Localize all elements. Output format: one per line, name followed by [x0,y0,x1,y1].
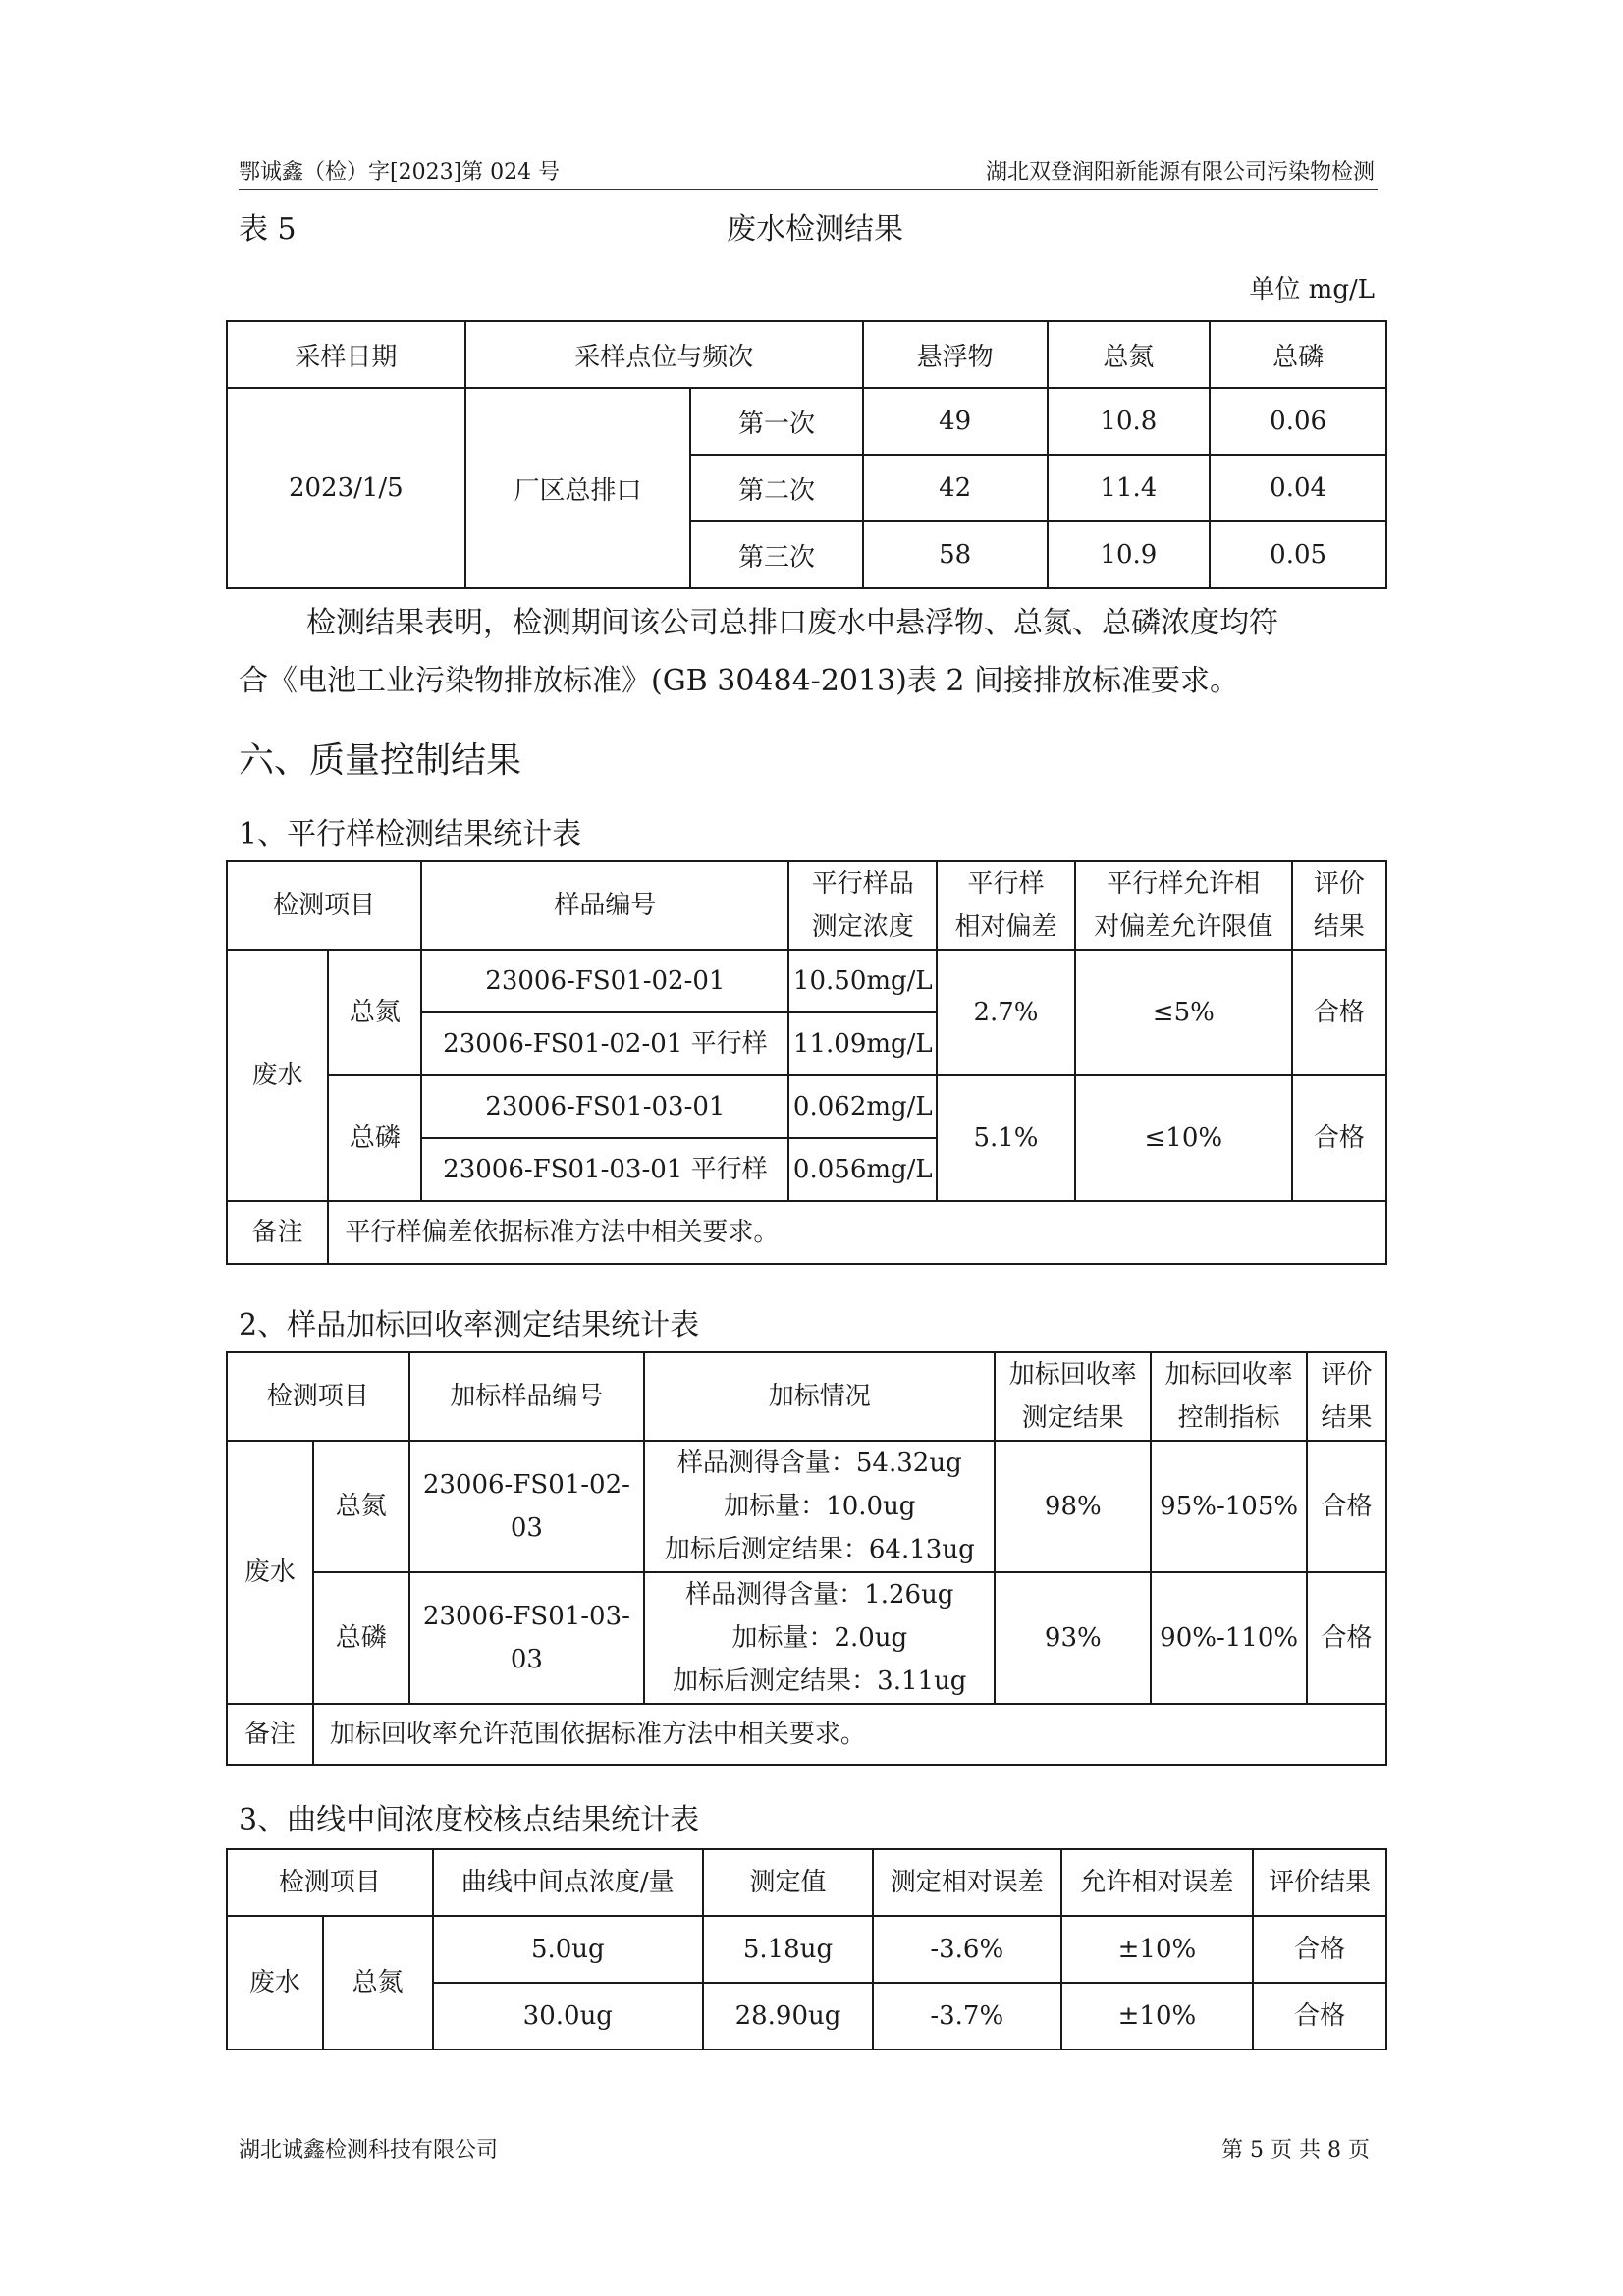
sampling-site-cell: 厂区总排口 [465,388,691,588]
ss-cell: 42 [863,455,1048,521]
header-curve-concentration: 曲线中间点浓度/量 [433,1849,704,1916]
parameter-cell: 总磷 [328,1075,421,1201]
table-row [227,388,1386,455]
spike-situation-cell [644,1441,995,1572]
sample-no-cell: 23006-FS01-03-01 [421,1075,788,1138]
table-number: 表 5 [239,212,297,246]
table-row [227,1441,1386,1572]
evaluation-cell: 合格 [1253,1983,1386,2050]
table-row [227,1572,1386,1704]
matrix-cell: 废水 [227,1441,313,1704]
evaluation-cell: 合格 [1292,950,1386,1075]
curve-concentration-cell: 5.0ug [433,1916,704,1983]
curve-table-title: 3、曲线中间浓度校核点结果统计表 [239,1803,700,1837]
allowed-error-cell: ±10% [1061,1916,1254,1983]
wastewater-results-table [226,320,1387,589]
spike-sample-no-cell: 23006-FS01-03-03 [409,1572,645,1704]
parallel-sample-table [226,860,1387,1265]
concentration-cell: 11.09mg/L [788,1012,937,1075]
conclusion-line-1: 检测结果表明，检测期间该公司总排口废水中悬浮物、总氮、总磷浓度均符 [306,606,1278,640]
sample-content-line: 样品测得含量：1.26ug [685,1580,954,1610]
table-header-row [227,321,1386,388]
relative-error-cell: -3.6% [873,1916,1061,1983]
header-recovery-result [995,1352,1151,1441]
header-evaluation [1292,861,1386,950]
tn-cell: 10.9 [1048,521,1211,588]
header-spike-situation: 加标情况 [644,1352,995,1441]
relative-error-cell: -3.7% [873,1983,1061,2050]
frequency-cell: 第三次 [690,521,863,588]
parallel-table-title: 1、平行样检测结果统计表 [239,817,582,851]
allowed-error-cell: ±10% [1061,1983,1254,2050]
header-sampling-date: 采样日期 [227,321,465,388]
sample-no-cell: 23006-FS01-02-01 [421,950,788,1012]
concentration-cell: 10.50mg/L [788,950,937,1012]
matrix-cell: 废水 [227,1916,323,2050]
remark-label: 备注 [227,1201,328,1264]
table-title: 废水检测结果 [727,212,903,246]
table-header-row [227,1352,1386,1441]
evaluation-cell: 合格 [1307,1441,1386,1572]
header-recovery-control [1151,1352,1307,1441]
header-divider [239,189,1378,190]
table-row [227,1916,1386,1983]
tp-cell: 0.05 [1210,521,1386,588]
footer-page-number: 第 5 页 共 8 页 [1221,2138,1370,2162]
concentration-cell: 0.062mg/L [788,1075,937,1138]
section-heading: 六、质量控制结果 [239,740,522,781]
header-evaluation: 评价结果 [1253,1849,1386,1916]
document-subject: 湖北双登润阳新能源有限公司污染物检测 [985,160,1375,185]
sampling-date-cell: 2023/1/5 [227,388,465,588]
frequency-cell: 第二次 [690,455,863,521]
table-row [227,1075,1386,1138]
sample-no-cell: 23006-FS01-03-01 平行样 [421,1138,788,1201]
header-evaluation-line1: 评价 [1321,1360,1373,1390]
recovery-result-cell: 98% [995,1441,1151,1572]
header-total-phosphorus: 总磷 [1210,321,1386,388]
header-recovery-control-line2: 控制指标 [1177,1403,1280,1433]
frequency-cell: 第一次 [690,388,863,455]
unit-label: 单位 mg/L [1249,275,1375,304]
sample-content-line: 样品测得含量：54.32ug [676,1449,962,1478]
header-allowed-limit [1075,861,1292,950]
footer-company: 湖北诚鑫检测科技有限公司 [239,2138,499,2162]
spike-recovery-table [226,1351,1387,1766]
header-allowed-limit-line2: 对偏差允许限值 [1094,912,1273,942]
header-relative-deviation-line2: 相对偏差 [954,912,1057,942]
remark-text: 平行样偏差依据标准方法中相关要求。 [328,1201,1386,1264]
sample-no-cell: 23006-FS01-02-01 平行样 [421,1012,788,1075]
header-evaluation-line1: 评价 [1313,869,1365,899]
spike-amount-line: 加标量：10.0ug [724,1492,916,1521]
remark-row [227,1201,1386,1264]
table-row [227,950,1386,1012]
header-recovery-control-line1: 加标回收率 [1164,1360,1293,1390]
header-concentration-line1: 平行样品 [811,869,914,899]
remark-label: 备注 [227,1704,313,1765]
allowed-limit-cell: ≤10% [1075,1075,1292,1201]
header-spike-sample-no: 加标样品编号 [409,1352,645,1441]
allowed-limit-cell: ≤5% [1075,950,1292,1075]
header-relative-deviation [937,861,1075,950]
tn-cell: 10.8 [1048,388,1211,455]
header-evaluation-line2: 结果 [1313,912,1365,942]
header-allowed-error: 允许相对误差 [1061,1849,1254,1916]
tn-cell: 11.4 [1048,455,1211,521]
header-recovery-result-line2: 测定结果 [1021,1403,1124,1433]
header-recovery-result-line1: 加标回收率 [1008,1360,1137,1390]
remark-row [227,1704,1386,1765]
concentration-cell: 0.056mg/L [788,1138,937,1201]
header-item: 检测项目 [227,1849,433,1916]
tp-cell: 0.04 [1210,455,1386,521]
recovery-control-cell: 90%-110% [1151,1572,1307,1704]
after-spike-result-line: 加标后测定结果：64.13ug [664,1535,975,1564]
spike-table-title: 2、样品加标回收率测定结果统计表 [239,1308,700,1342]
curve-check-table [226,1848,1387,2050]
relative-deviation-cell: 2.7% [937,950,1075,1075]
parameter-cell: 总磷 [313,1572,409,1704]
parameter-cell: 总氮 [323,1916,433,2050]
ss-cell: 58 [863,521,1048,588]
curve-concentration-cell: 30.0ug [433,1983,704,2050]
header-allowed-limit-line1: 平行样允许相 [1107,869,1261,899]
document-number: 鄂诚鑫（检）字[2023]第 024 号 [239,160,561,185]
spike-sample-no-cell: 23006-FS01-02-03 [409,1441,645,1572]
header-item: 检测项目 [227,1352,409,1441]
parameter-cell: 总氮 [313,1441,409,1572]
conclusion-line-2: 合《电池工业污染物排放标准》(GB 30484-2013)表 2 间接排放标准要求。 [239,664,1240,698]
spike-situation-cell [644,1572,995,1704]
header-concentration [788,861,937,950]
matrix-cell: 废水 [227,950,328,1201]
evaluation-cell: 合格 [1307,1572,1386,1704]
header-evaluation [1307,1352,1386,1441]
recovery-control-cell: 95%-105% [1151,1441,1307,1572]
header-sampling-site: 采样点位与频次 [465,321,863,388]
evaluation-cell: 合格 [1253,1916,1386,1983]
header-measured: 测定值 [703,1849,873,1916]
header-relative-deviation-line1: 平行样 [967,869,1045,899]
header-suspended-solids: 悬浮物 [863,321,1048,388]
header-total-nitrogen: 总氮 [1048,321,1211,388]
table-header-row [227,1849,1386,1916]
header-relative-error: 测定相对误差 [873,1849,1061,1916]
header-concentration-line2: 测定浓度 [811,912,914,942]
remark-text: 加标回收率允许范围依据标准方法中相关要求。 [313,1704,1386,1765]
header-item: 检测项目 [227,861,421,950]
tp-cell: 0.06 [1210,388,1386,455]
after-spike-result-line: 加标后测定结果：3.11ug [673,1667,967,1696]
recovery-result-cell: 93% [995,1572,1151,1704]
table-header-row [227,861,1386,950]
relative-deviation-cell: 5.1% [937,1075,1075,1201]
spike-amount-line: 加标量：2.0ug [731,1623,908,1653]
header-evaluation-line2: 结果 [1321,1403,1373,1433]
measured-cell: 28.90ug [703,1983,873,2050]
evaluation-cell: 合格 [1292,1075,1386,1201]
header-sample-no: 样品编号 [421,861,788,950]
parameter-cell: 总氮 [328,950,421,1075]
measured-cell: 5.18ug [703,1916,873,1983]
ss-cell: 49 [863,388,1048,455]
